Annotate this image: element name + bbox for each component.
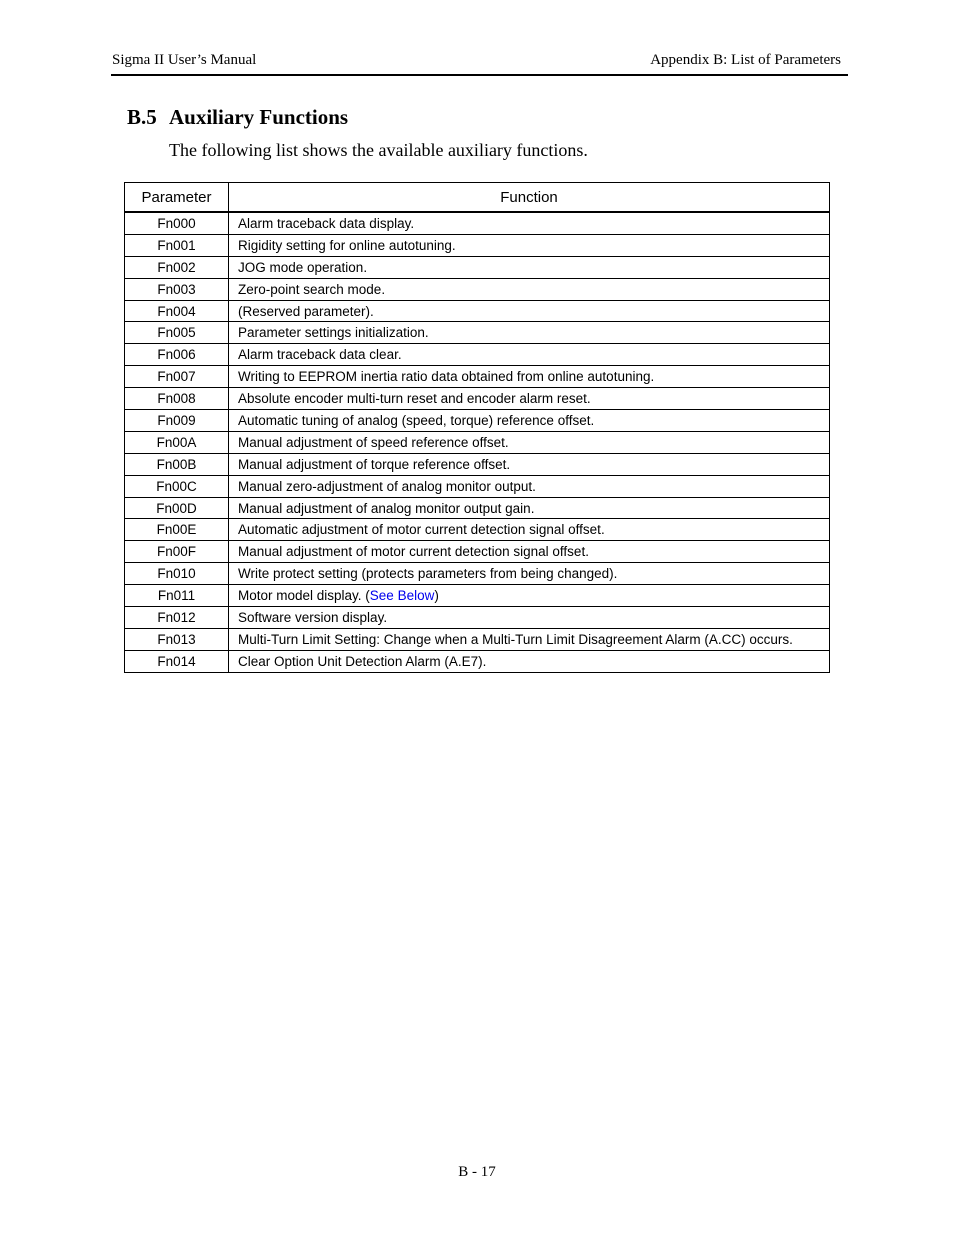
parameter-code: Fn00E xyxy=(125,519,229,541)
function-description xyxy=(229,234,830,256)
section-title: Auxiliary Functions xyxy=(169,105,349,129)
table-row xyxy=(125,475,830,497)
section-intro: The following list shows the available auxiliary functions. xyxy=(169,140,588,160)
table-header-row xyxy=(125,183,830,213)
table-row xyxy=(125,563,830,585)
table-body xyxy=(125,212,830,672)
function-description xyxy=(229,322,830,344)
table-row xyxy=(125,497,830,519)
table-row xyxy=(125,453,830,475)
see-below-link[interactable]: See Below xyxy=(369,588,435,604)
function-text: Write protect setting (protects parameters from being changed). xyxy=(238,566,618,582)
parameter-code: Fn011 xyxy=(125,585,229,607)
table-row xyxy=(125,410,830,432)
parameter-code: Fn001 xyxy=(125,234,229,256)
table-row xyxy=(125,607,830,629)
function-description xyxy=(229,388,830,410)
page-number: B - 17 xyxy=(458,1164,496,1180)
table-row xyxy=(125,300,830,322)
function-text: Software version display. xyxy=(238,609,388,625)
function-text: Manual adjustment of speed reference offset. xyxy=(238,434,509,450)
function-text-suffix: ) xyxy=(434,588,439,604)
parameter-code: Fn00B xyxy=(125,453,229,475)
column-header-function: Function xyxy=(229,183,830,213)
function-description xyxy=(229,212,830,234)
function-description xyxy=(229,431,830,453)
parameter-code: Fn009 xyxy=(125,410,229,432)
function-text: Manual adjustment of motor current detection signal offset. xyxy=(238,544,589,560)
table-row xyxy=(125,541,830,563)
parameter-code: Fn004 xyxy=(125,300,229,322)
function-text: Automatic adjustment of motor current detection signal offset. xyxy=(238,522,605,538)
function-text: Writing to EEPROM inertia ratio data obtained from online autotuning. xyxy=(238,369,655,385)
header-appendix-title: Appendix B: List of Parameters xyxy=(650,52,841,68)
table-row xyxy=(125,344,830,366)
function-text: Rigidity setting for online autotuning. xyxy=(238,237,456,253)
column-header-parameter: Parameter xyxy=(125,183,229,213)
function-description xyxy=(229,650,830,672)
table-row xyxy=(125,585,830,607)
parameter-code: Fn00F xyxy=(125,541,229,563)
function-description xyxy=(229,541,830,563)
parameter-code: Fn007 xyxy=(125,366,229,388)
function-text: Zero-point search mode. xyxy=(238,281,386,297)
function-description xyxy=(229,628,830,650)
function-description xyxy=(229,256,830,278)
function-description xyxy=(229,344,830,366)
parameter-code: Fn008 xyxy=(125,388,229,410)
table-row xyxy=(125,234,830,256)
parameter-code: Fn00D xyxy=(125,497,229,519)
parameter-code: Fn012 xyxy=(125,607,229,629)
table-row xyxy=(125,431,830,453)
function-text: Motor model display. ( xyxy=(238,588,370,604)
parameter-code: Fn014 xyxy=(125,650,229,672)
parameter-code: Fn00A xyxy=(125,431,229,453)
table-row xyxy=(125,519,830,541)
section-heading xyxy=(127,105,348,130)
function-description xyxy=(229,300,830,322)
function-description xyxy=(229,585,830,607)
parameter-code: Fn00C xyxy=(125,475,229,497)
function-text: Alarm traceback data display. xyxy=(238,215,415,231)
function-text: JOG mode operation. xyxy=(238,259,368,275)
function-description xyxy=(229,278,830,300)
function-text: Automatic tuning of analog (speed, torque) reference offset. xyxy=(238,412,595,428)
parameter-code: Fn003 xyxy=(125,278,229,300)
function-text: Multi-Turn Limit Setting: Change when a Multi-Turn Limit Disagreement Alarm (A.CC) occurs. xyxy=(238,631,793,647)
function-text: Clear Option Unit Detection Alarm (A.E7). xyxy=(238,653,487,669)
table-row xyxy=(125,278,830,300)
function-description xyxy=(229,410,830,432)
function-text: Absolute encoder multi-turn reset and encoder alarm reset. xyxy=(238,391,591,407)
function-text: (Reserved parameter). xyxy=(238,303,374,319)
table-row xyxy=(125,388,830,410)
function-description xyxy=(229,519,830,541)
parameter-code: Fn006 xyxy=(125,344,229,366)
parameter-code: Fn010 xyxy=(125,563,229,585)
table-row xyxy=(125,256,830,278)
auxiliary-functions-table xyxy=(124,182,830,673)
table-row xyxy=(125,366,830,388)
section-number: B.5 xyxy=(127,105,157,129)
parameter-code: Fn013 xyxy=(125,628,229,650)
function-description xyxy=(229,607,830,629)
parameter-code: Fn002 xyxy=(125,256,229,278)
table-row xyxy=(125,628,830,650)
function-description xyxy=(229,453,830,475)
table-row xyxy=(125,212,830,234)
function-description xyxy=(229,475,830,497)
function-text: Alarm traceback data clear. xyxy=(238,347,402,363)
header-manual-title: Sigma II User’s Manual xyxy=(112,52,257,68)
function-text: Manual adjustment of torque reference offset. xyxy=(238,456,511,472)
function-text: Manual zero-adjustment of analog monitor output. xyxy=(238,478,536,494)
header-rule xyxy=(111,74,848,76)
function-text: Parameter settings initialization. xyxy=(238,325,429,341)
function-description xyxy=(229,497,830,519)
parameter-code: Fn005 xyxy=(125,322,229,344)
function-text: Manual adjustment of analog monitor output gain. xyxy=(238,500,535,516)
table-row xyxy=(125,322,830,344)
function-description xyxy=(229,563,830,585)
parameter-code: Fn000 xyxy=(125,212,229,234)
table-row xyxy=(125,650,830,672)
function-description xyxy=(229,366,830,388)
